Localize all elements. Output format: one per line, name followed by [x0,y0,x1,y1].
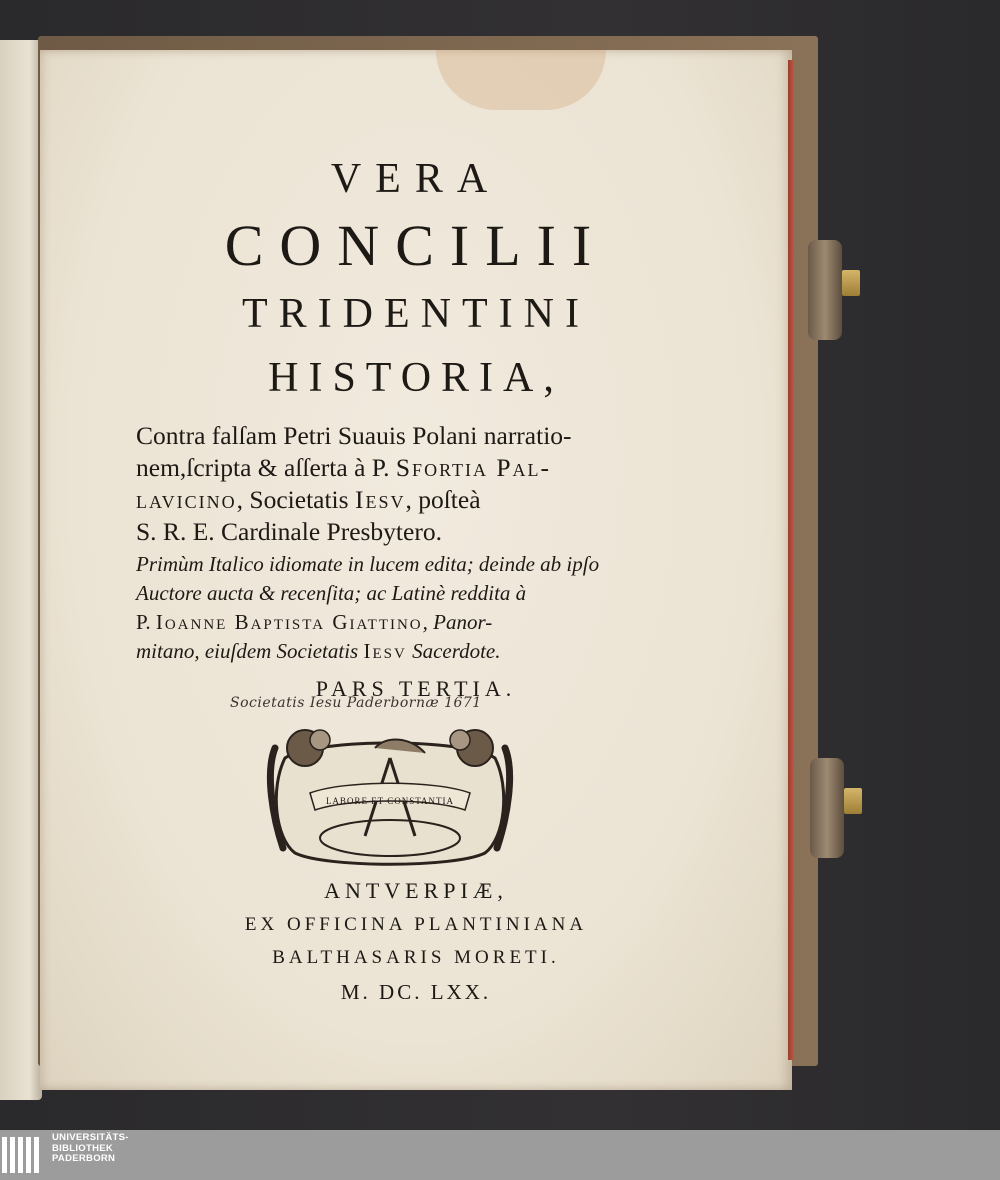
water-stain [436,50,606,110]
library-logo-icon [0,1135,46,1175]
library-footer-bar [0,1130,1000,1180]
title-line-4: HISTORIA, [268,355,564,401]
edition-line: Primùm Italico idiomate in lucem edita; deinde ab ipſo [136,552,600,576]
book-clasp-top [808,240,842,340]
emblem-motto: LABORE ET CONSTANTIA [325,796,455,806]
subtitle-paragraph [136,420,648,548]
part-label: PARS TERTIA. [315,676,517,701]
subtitle-line: S. R. E. Cardinale Presbytero. [136,517,442,546]
title-line-3: TRIDENTINI [242,291,590,337]
title-page [40,50,792,1090]
edition-line: Auctore aucta & recenſita; ac Latinè reddita à [136,581,527,605]
facing-page-edge [0,40,42,1100]
title-line-2: CONCILII [224,213,608,278]
subtitle-line: lavicino, Societatis Iesv, poſteà [136,485,481,514]
edition-paragraph [136,550,648,666]
title-line-1: VERA [330,156,502,202]
edition-line: mitano, eiuſdem Societatis Iesv Sacerdote. [136,639,501,663]
handwritten-ownership-note: Societatis Iesu Paderbornæ 1671 [230,695,482,711]
library-name: UNIVERSITÄTS- BIBLIOTHEK PADERBORN [52,1132,129,1164]
subtitle-line: Contra falſam Petri Suauis Polani narratio- [136,421,572,450]
book-clasp-bottom [810,758,844,858]
imprint-year: M. DC. LXX. [340,980,492,1004]
red-page-edge [788,60,794,1060]
imprint-city: ANTVERPIÆ, [324,878,508,903]
imprint-office: EX OFFICINA PLANTINIANA [244,914,588,935]
printer-device-emblem [265,718,515,873]
edition-line: P. Ioanne Baptista Giattino, Panor- [136,610,493,634]
imprint-printer: BALTHASARIS MORETI. [272,947,560,968]
subtitle-line: nem,ſcripta & aſſerta à P. Sfortia Pal- [136,453,552,482]
